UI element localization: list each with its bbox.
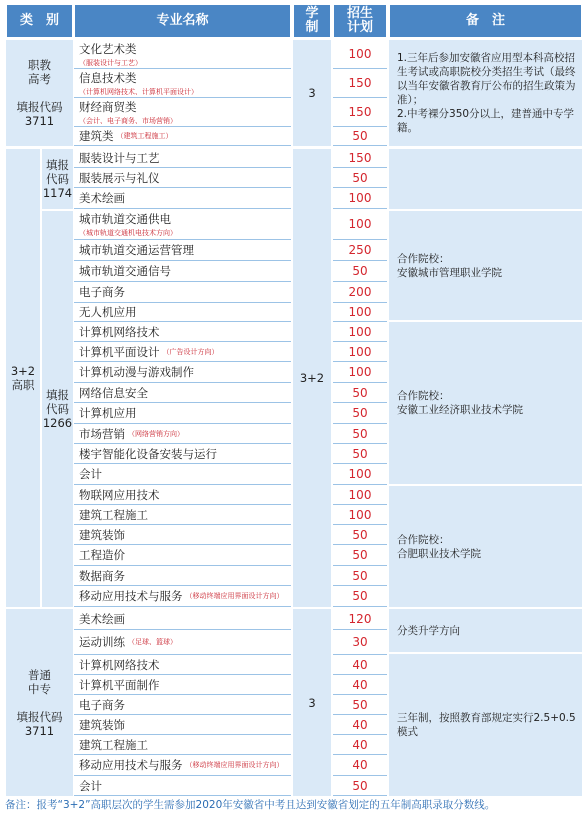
plan-value: 50 xyxy=(352,527,368,542)
plan-cell xyxy=(333,464,387,485)
remark-text: 1.三年后参加安徽省应用型本科高校招生考试或高职院校分类招生考试（最终以当年安徽省教育厅公布的招生政策为准）； 2.中考裸分350分以上，建普通中专学籍。 xyxy=(397,52,576,134)
plan-cell xyxy=(333,675,387,695)
plan-cell xyxy=(333,168,387,188)
major-sub-direction: （移动终端应用界面设计方向） xyxy=(185,592,284,600)
plan-value: 50 xyxy=(352,406,368,420)
plan-cell xyxy=(333,98,387,127)
major-sub-direction: （城市轨道交通机电技术方向） xyxy=(79,228,177,237)
major-cell xyxy=(74,168,291,188)
header-remark-label: 备 注 xyxy=(465,13,505,28)
header-duration xyxy=(293,4,331,38)
major-cell xyxy=(74,630,291,655)
plan-cell xyxy=(333,261,387,282)
plan-value: 100 xyxy=(348,217,372,231)
duration-cell xyxy=(293,149,331,607)
header-plan xyxy=(333,4,387,38)
footnote: 备注：报考“3+2”高职层次的学生需参加2020年安徽省中考且达到安徽省划定的五年制高职录取分数线。 xyxy=(5,799,496,811)
major-name: 财经商贸类 xyxy=(79,99,137,114)
plan-value: 150 xyxy=(348,151,372,165)
major-cell xyxy=(74,609,291,630)
major-name: 楼宇智能化设备安装与运行 xyxy=(79,446,217,461)
plan-value: 100 xyxy=(348,467,372,481)
major-name: 文化艺术类 xyxy=(79,41,137,56)
major-cell xyxy=(74,695,291,715)
major-cell xyxy=(74,675,291,695)
category-label: 3+2 高职 xyxy=(10,364,36,392)
major-cell xyxy=(74,342,291,362)
major-cell xyxy=(74,322,291,342)
duration-cell xyxy=(293,609,331,796)
category-cell xyxy=(6,40,73,146)
major-sub-direction: （建筑工程施工） xyxy=(116,132,173,140)
remark-text: 分类升学方向 xyxy=(397,624,460,637)
major-sub-direction: （足球、篮球） xyxy=(128,638,177,646)
major-name: 建筑装饰 xyxy=(79,717,125,732)
plan-value: 120 xyxy=(348,612,372,626)
major-sub-direction: （移动终端应用界面设计方向） xyxy=(185,761,284,769)
category-cell xyxy=(6,609,73,796)
plan-cell xyxy=(333,485,387,505)
major-name: 网络信息安全 xyxy=(79,385,148,400)
major-cell xyxy=(74,282,291,303)
major-cell xyxy=(74,240,291,261)
major-cell xyxy=(74,505,291,525)
duration-value: 3+2 xyxy=(299,371,325,385)
plan-value: 40 xyxy=(352,737,368,752)
plan-value: 50 xyxy=(352,170,368,185)
major-name: 工程造价 xyxy=(79,548,125,562)
plan-value: 50 xyxy=(352,568,368,583)
major-cell xyxy=(74,485,291,505)
remark-cell xyxy=(389,211,582,320)
major-name: 美术绘画 xyxy=(79,191,125,205)
major-name: 计算机网络技术 xyxy=(79,657,160,672)
major-cell xyxy=(74,545,291,566)
duration-value: 3 xyxy=(308,695,316,710)
major-cell xyxy=(74,735,291,755)
plan-value: 100 xyxy=(348,365,372,379)
remark-text: 合作院校： 安徽城市管理职业学院 xyxy=(397,252,502,279)
major-cell xyxy=(74,403,291,424)
subcode-label: 填报 代码 1174 xyxy=(42,158,73,200)
plan-value: 50 xyxy=(352,385,368,400)
major-name: 建筑工程施工 xyxy=(79,737,148,752)
plan-cell xyxy=(333,715,387,735)
major-cell xyxy=(74,261,291,282)
plan-value: 50 xyxy=(352,129,368,143)
category-label: 普通 中专 填报代码 3711 xyxy=(16,667,63,738)
major-cell xyxy=(74,586,291,607)
major-cell xyxy=(74,444,291,464)
plan-cell xyxy=(333,149,387,168)
plan-cell xyxy=(333,655,387,675)
remark-cell xyxy=(389,40,582,146)
major-cell xyxy=(74,69,291,98)
plan-value: 150 xyxy=(348,105,372,119)
plan-cell xyxy=(333,40,387,69)
plan-cell xyxy=(333,525,387,545)
remark-text: 合作院校： 合肥职业技术学院 xyxy=(397,533,481,560)
remark-cell xyxy=(389,654,582,796)
plan-cell xyxy=(333,424,387,444)
major-cell xyxy=(74,424,291,444)
major-name: 服装展示与礼仪 xyxy=(79,170,160,185)
header-remark xyxy=(389,4,582,38)
major-sub-direction: （计算机网络技术、计算机平面设计） xyxy=(79,87,198,96)
remark-cell xyxy=(389,149,582,209)
plan-cell xyxy=(333,609,387,630)
major-name: 市场营销 xyxy=(79,426,125,441)
major-name: 建筑类 xyxy=(79,129,114,143)
major-name: 美术绘画 xyxy=(79,612,125,626)
plan-cell xyxy=(333,403,387,424)
plan-value: 100 xyxy=(348,507,372,522)
plan-value: 50 xyxy=(352,446,368,461)
major-name: 物联网应用技术 xyxy=(79,487,160,502)
plan-value: 100 xyxy=(348,305,372,319)
major-sub-direction: （广告设计方向） xyxy=(162,347,219,356)
major-name: 计算机平面设计 xyxy=(79,344,160,359)
plan-cell xyxy=(333,695,387,715)
major-name: 计算机动漫与游戏制作 xyxy=(79,365,194,379)
plan-cell xyxy=(333,566,387,586)
category-label: 职教 高考 填报代码 3711 xyxy=(16,58,63,128)
plan-value: 40 xyxy=(352,657,368,672)
major-name: 建筑工程施工 xyxy=(79,507,148,522)
major-name: 城市轨道交通运营管理 xyxy=(79,243,194,257)
major-name: 计算机应用 xyxy=(79,406,137,420)
major-sub-direction: （会计、电子商务、市场营销） xyxy=(79,116,177,125)
plan-cell xyxy=(333,303,387,322)
major-name: 移动应用技术与服务 xyxy=(79,589,183,603)
header-major-label: 专业名称 xyxy=(156,13,209,28)
plan-cell xyxy=(333,755,387,776)
major-name: 会计 xyxy=(79,467,102,481)
major-name: 无人机应用 xyxy=(79,305,137,319)
major-name: 城市轨道交通信号 xyxy=(79,264,171,278)
major-name: 城市轨道交通供电 xyxy=(79,211,171,226)
major-cell xyxy=(74,98,291,127)
plan-value: 100 xyxy=(348,344,372,359)
plan-value: 50 xyxy=(352,426,368,441)
plan-cell xyxy=(333,630,387,655)
plan-cell xyxy=(333,342,387,362)
plan-cell xyxy=(333,383,387,403)
major-cell xyxy=(74,715,291,735)
header-duration-label: 学 制 xyxy=(305,6,319,35)
major-name: 计算机平面制作 xyxy=(79,677,160,692)
major-cell xyxy=(74,776,291,796)
plan-value: 50 xyxy=(352,548,368,562)
plan-cell xyxy=(333,209,387,240)
plan-value: 50 xyxy=(352,264,368,278)
remark-cell xyxy=(389,486,582,607)
major-cell xyxy=(74,655,291,675)
major-cell xyxy=(74,755,291,776)
remark-cell xyxy=(389,322,582,484)
header-category-label: 类 别 xyxy=(19,13,59,28)
plan-cell xyxy=(333,127,387,146)
major-cell xyxy=(74,566,291,586)
plan-value: 100 xyxy=(348,47,372,61)
major-cell xyxy=(74,525,291,545)
major-cell xyxy=(74,303,291,322)
major-cell xyxy=(74,383,291,403)
major-name: 数据商务 xyxy=(79,568,125,583)
duration-value: 3 xyxy=(308,86,316,100)
plan-value: 40 xyxy=(352,758,368,772)
plan-value: 50 xyxy=(352,778,368,793)
plan-value: 100 xyxy=(348,191,372,205)
major-name: 运动训练 xyxy=(79,635,125,649)
duration-cell xyxy=(293,40,331,146)
major-sub-direction: （网络营销方向） xyxy=(128,429,184,438)
plan-value: 250 xyxy=(348,243,372,257)
plan-value: 150 xyxy=(348,76,372,90)
major-cell xyxy=(74,40,291,69)
subcode-label: 填报 代码 1266 xyxy=(42,388,73,430)
remark-text: 合作院校： 安徽工业经济职业技术学院 xyxy=(397,390,523,416)
major-name: 计算机网络技术 xyxy=(79,324,160,339)
major-name: 电子商务 xyxy=(79,697,125,712)
major-cell xyxy=(74,362,291,383)
header-plan-label: 招生 计划 xyxy=(346,6,373,35)
major-name: 服装设计与工艺 xyxy=(79,151,160,165)
plan-value: 30 xyxy=(352,635,368,649)
header-category xyxy=(6,4,73,38)
major-cell xyxy=(74,209,291,240)
plan-cell xyxy=(333,444,387,464)
subcode-cell xyxy=(42,149,73,209)
header-major xyxy=(74,4,291,38)
plan-cell xyxy=(333,282,387,303)
plan-value: 50 xyxy=(352,697,368,712)
plan-cell xyxy=(333,240,387,261)
plan-cell xyxy=(333,362,387,383)
plan-cell xyxy=(333,776,387,796)
plan-value: 100 xyxy=(348,487,372,502)
major-sub-direction: （服装设计与工艺） xyxy=(79,58,142,67)
plan-value: 40 xyxy=(352,717,368,732)
plan-cell xyxy=(333,188,387,209)
plan-value: 40 xyxy=(352,677,368,692)
plan-value: 100 xyxy=(348,324,372,339)
major-cell xyxy=(74,464,291,485)
plan-cell xyxy=(333,505,387,525)
subcode-cell xyxy=(42,211,73,607)
remark-cell xyxy=(389,609,582,652)
major-name: 电子商务 xyxy=(79,285,125,299)
plan-cell xyxy=(333,69,387,98)
major-cell xyxy=(74,127,291,146)
category-cell xyxy=(6,149,40,607)
plan-cell xyxy=(333,545,387,566)
remark-text: 三年制，按照教育部规定实行2.5+0.5模式 xyxy=(397,712,576,738)
plan-cell xyxy=(333,735,387,755)
major-name: 信息技术类 xyxy=(79,70,137,85)
plan-cell xyxy=(333,586,387,607)
major-name: 会计 xyxy=(79,778,102,793)
plan-value: 200 xyxy=(348,285,372,299)
plan-cell xyxy=(333,322,387,342)
major-name: 移动应用技术与服务 xyxy=(79,758,183,772)
major-cell xyxy=(74,188,291,209)
plan-value: 50 xyxy=(352,589,368,603)
major-name: 建筑装饰 xyxy=(79,527,125,542)
major-cell xyxy=(74,149,291,168)
